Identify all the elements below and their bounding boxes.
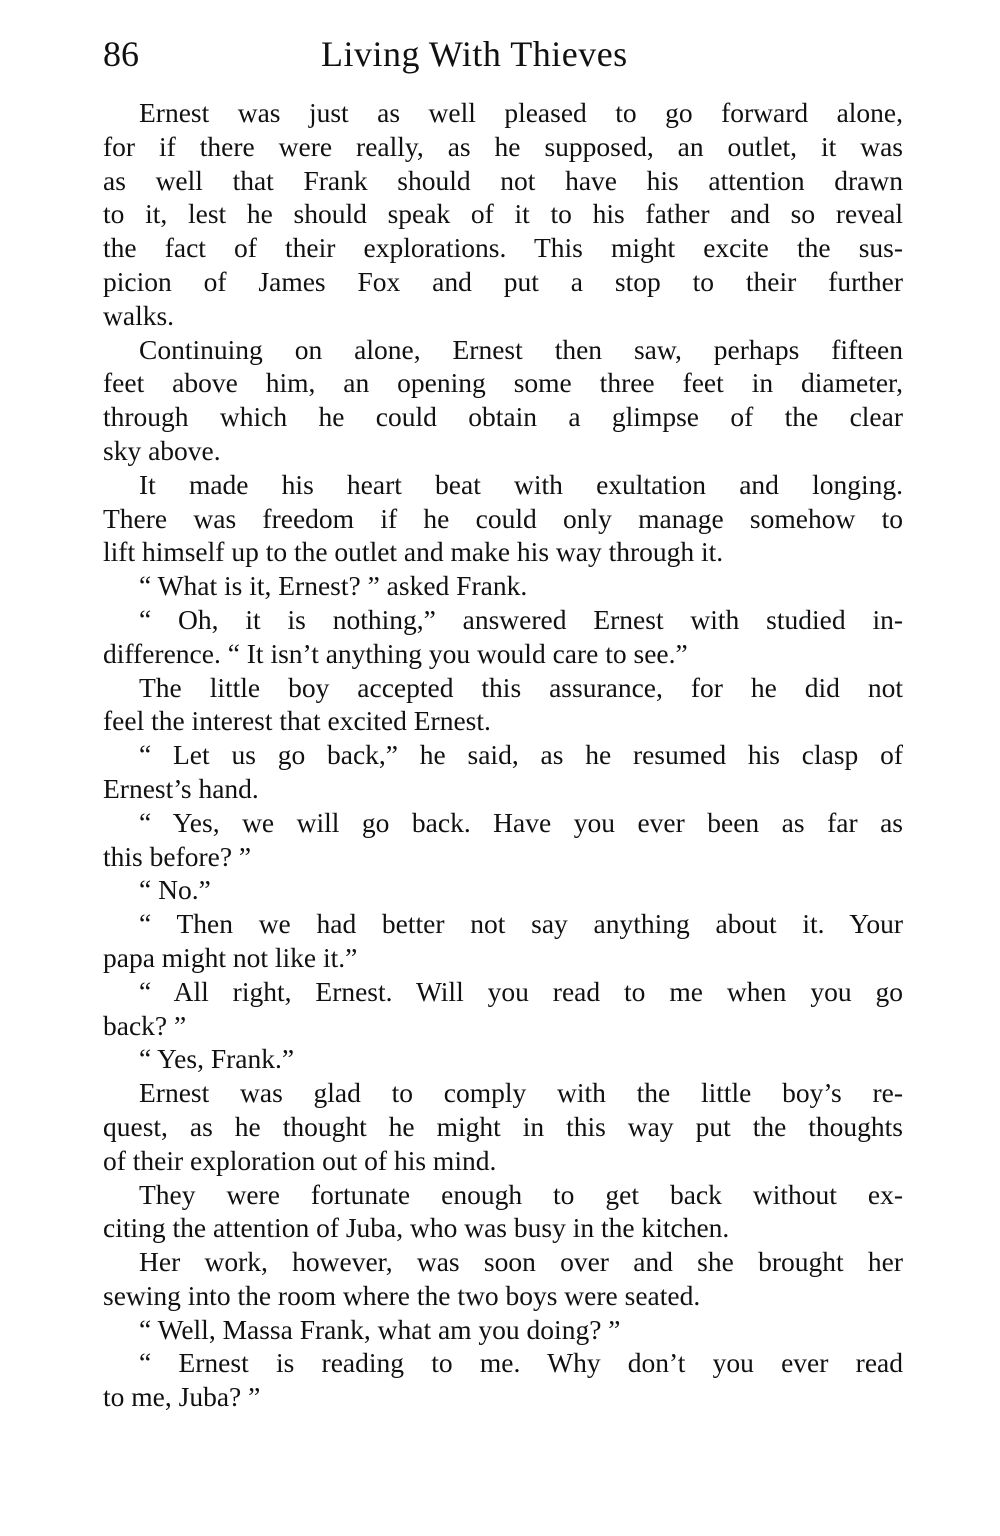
text-line: Continuing on alone, Ernest then saw, perhaps fifteen <box>139 333 903 365</box>
text-line: Ernest was glad to comply with the little boy’s re- <box>139 1077 903 1109</box>
text-line: “ Yes, Frank.” <box>139 1043 295 1075</box>
text-line: The little boy accepted this assurance, for he did not <box>139 671 903 703</box>
text-line: Ernest was just as well pleased to go forward alone, <box>139 97 903 128</box>
text-line: feel the interest that excited Ernest. <box>103 705 491 737</box>
text-line: citing the attention of Juba, who was busy in the kitchen. <box>103 1212 730 1244</box>
text-line: “ Oh, it is nothing,” answered Ernest with studied in- <box>139 603 903 635</box>
text-line: back? ” <box>103 1009 187 1041</box>
text-line: “ No.” <box>139 874 211 906</box>
text-line: They were fortunate enough to get back without ex- <box>139 1178 903 1210</box>
text-line: sewing into the room where the two boys were seated. <box>103 1279 701 1311</box>
text-line: sky above. <box>103 434 221 466</box>
text-line: for if there were really, as he supposed, an outlet, it was <box>103 130 903 162</box>
text-line: quest, as he thought he might in this way put the thoughts <box>103 1110 903 1142</box>
text-line: There was freedom if he could only manage somehow to <box>103 502 903 534</box>
text-line: the fact of their explorations. This might excite the sus- <box>103 232 903 264</box>
text-line: walks. <box>103 299 175 331</box>
text-line: as well that Frank should not have his attention drawn <box>103 164 903 196</box>
text-line: “ All right, Ernest. Will you read to me when you go <box>139 975 903 1007</box>
text-line: “ Ernest is reading to me. Why don’t you ever read <box>139 1347 903 1379</box>
page-header <box>103 26 903 82</box>
text-line: It made his heart beat with exultation and longing. <box>139 468 903 500</box>
text-line: Her work, however, was soon over and she brought her <box>139 1246 903 1278</box>
text-line: picion of James Fox and put a stop to their further <box>103 265 903 297</box>
text-line: of their exploration out of his mind. <box>103 1144 497 1176</box>
text-line: this before? ” <box>103 840 252 872</box>
text-line: “ Yes, we will go back. Have you ever been as far as <box>139 806 903 838</box>
text-line: “ Let us go back,” he said, as he resumed his clasp of <box>139 739 903 771</box>
text-line: papa might not like it.” <box>103 941 358 973</box>
text-line: difference. “ It isn’t anything you would care to see.” <box>103 637 688 669</box>
body-text <box>103 96 903 1414</box>
text-line: lift himself up to the outlet and make his way through it. <box>103 536 724 568</box>
text-line: “ Well, Massa Frank, what am you doing? ” <box>139 1313 621 1345</box>
text-line: “ What is it, Ernest? ” asked Frank. <box>139 570 528 602</box>
text-line: Ernest’s hand. <box>103 772 259 804</box>
page-number: 86 <box>103 34 139 74</box>
text-line: through which he could obtain a glimpse of the clear <box>103 401 903 433</box>
text-line: “ Then we had better not say anything about it. Your <box>139 908 903 940</box>
text-line: to it, lest he should speak of it to his father and so reveal <box>103 198 903 230</box>
running-title: Living With Thieves <box>321 34 628 74</box>
text-line: to me, Juba? ” <box>103 1381 261 1413</box>
text-line: feet above him, an opening some three feet in diameter, <box>103 367 903 399</box>
